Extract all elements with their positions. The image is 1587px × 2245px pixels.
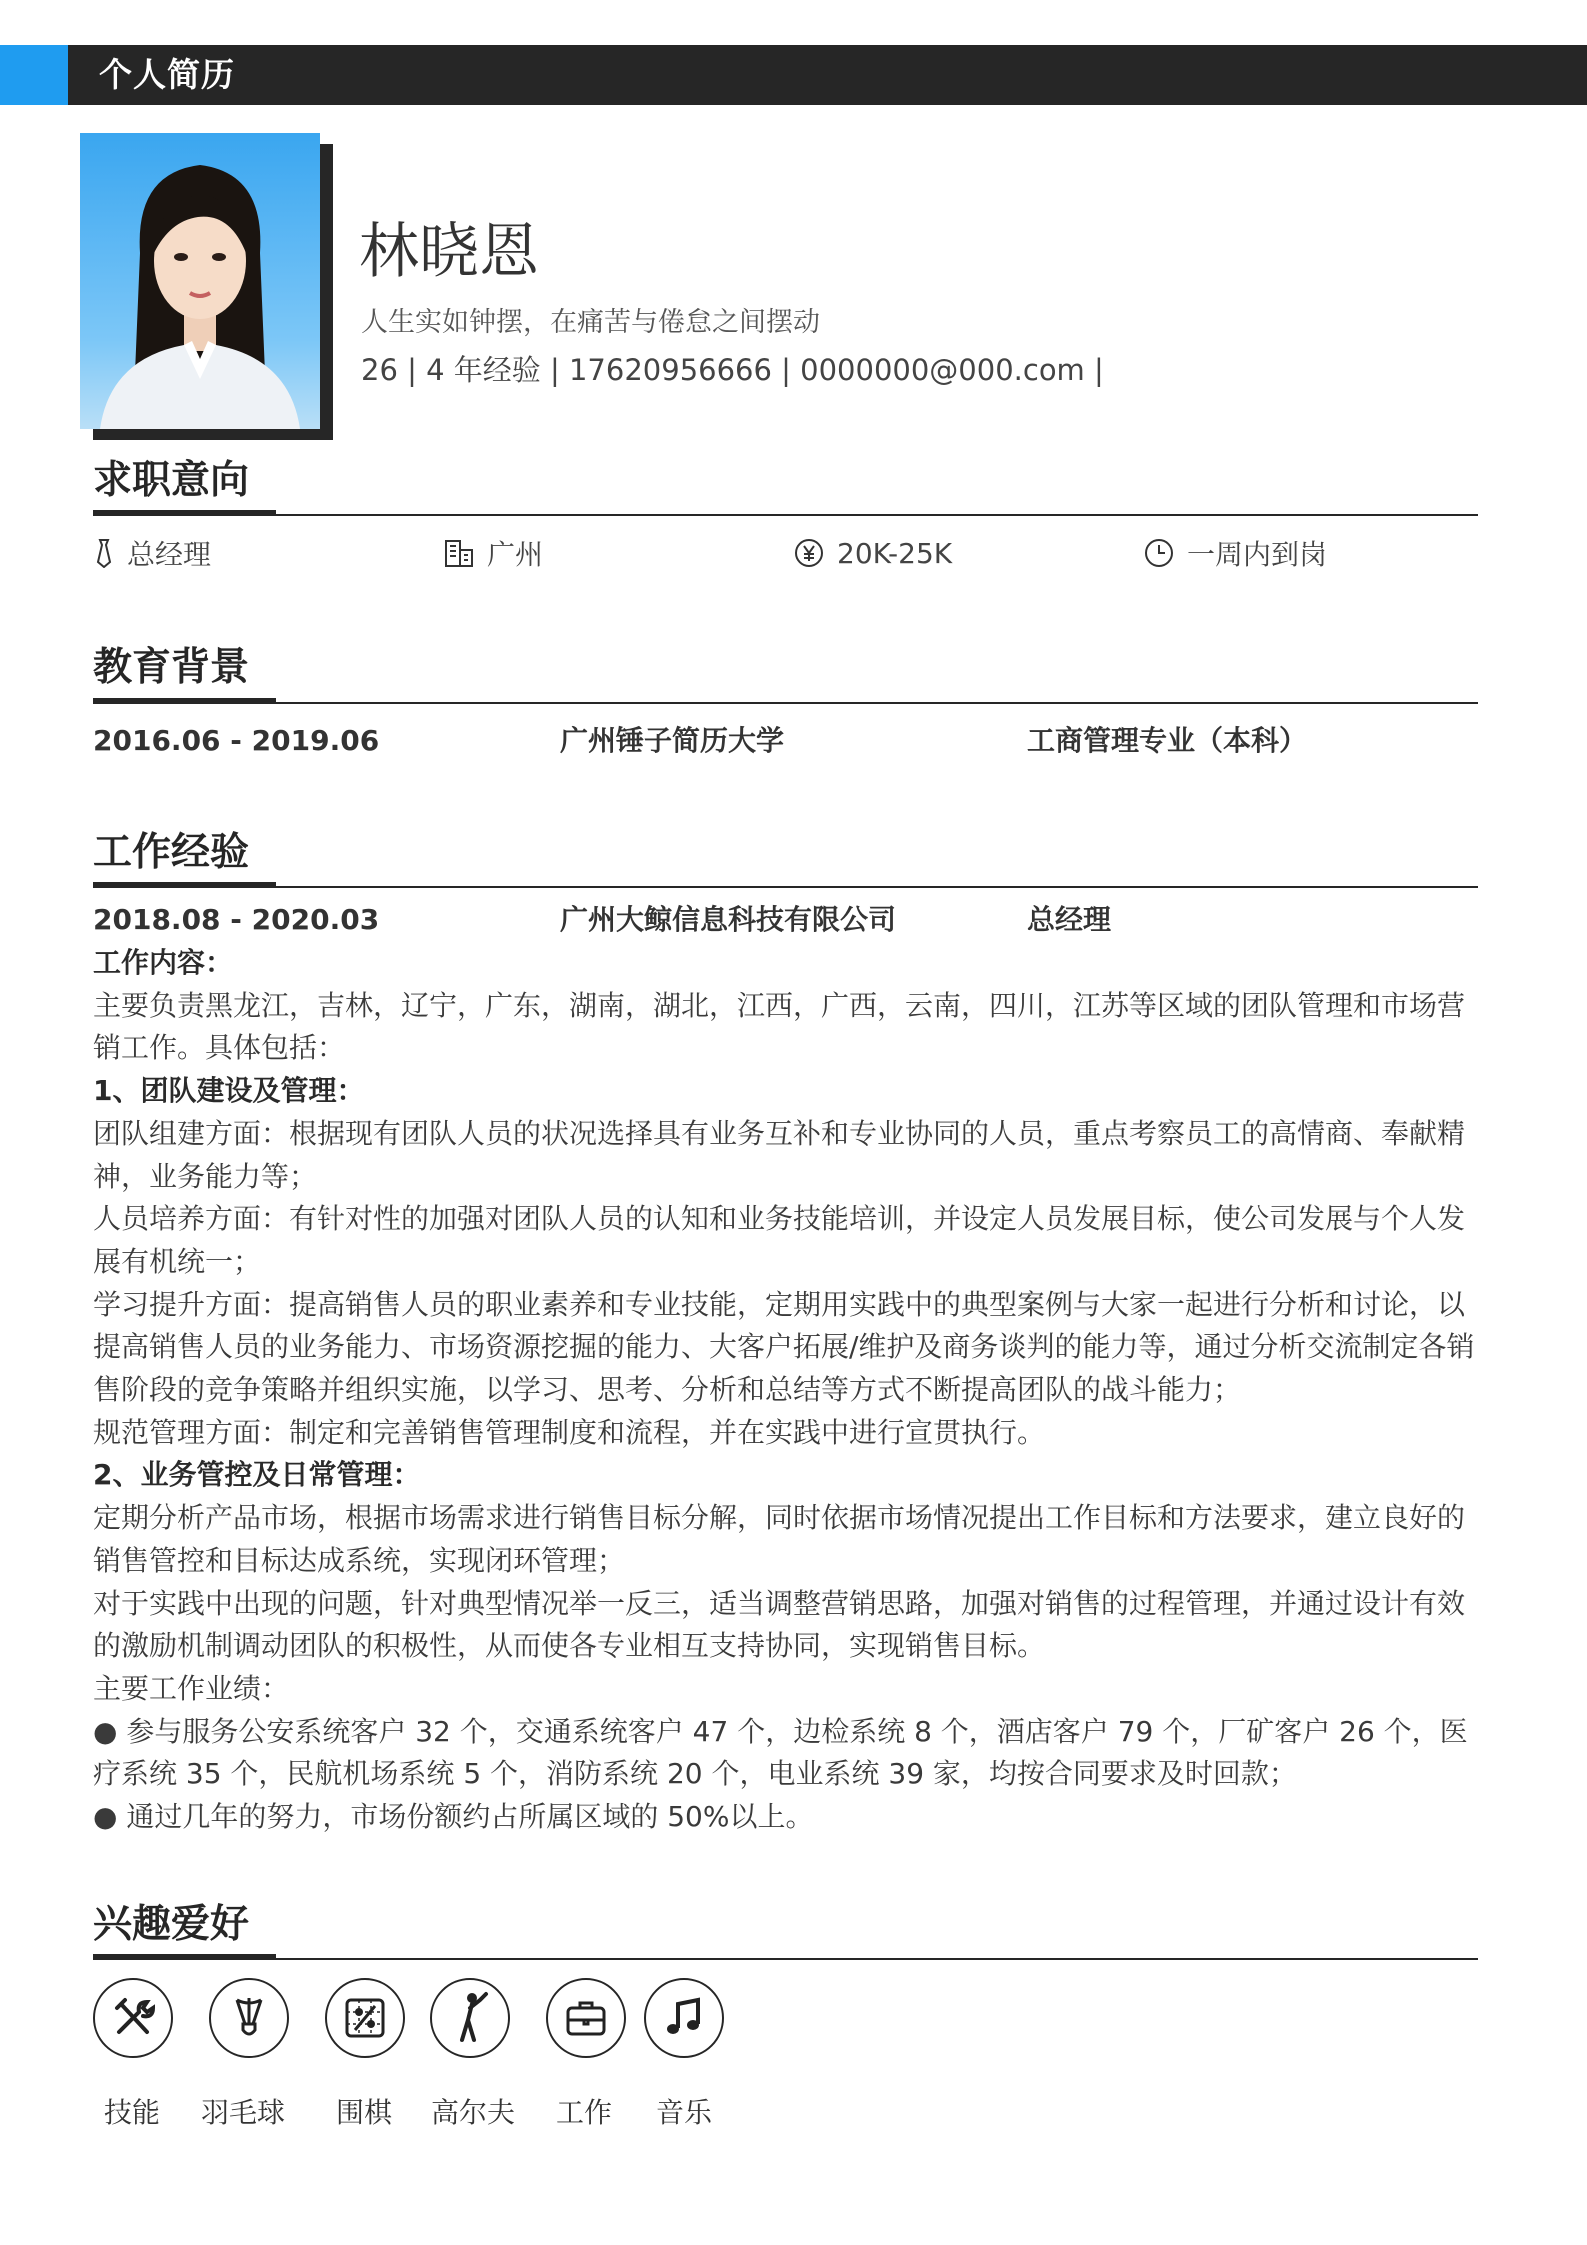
hobby-label-badminton: 羽毛球: [201, 2096, 286, 2129]
header-title: 个人简历: [99, 55, 235, 94]
hobby-music: [644, 1978, 724, 2058]
yen-coin-icon: [793, 537, 825, 569]
intent-availability: [1143, 533, 1327, 573]
hobby-label-work: 工作: [556, 2096, 613, 2129]
section-divider-intent: [93, 514, 1478, 516]
hobby-go: [325, 1978, 405, 2058]
hobby-tools: [93, 1978, 173, 2058]
work-section2-item: 定期分析产品市场，根据市场需求进行销售目标分解，同时依据市场情况提出工作目标和方法要求，建立良好的销售管控和目标达成系统，实现闭环管理；: [93, 1501, 1466, 1577]
work-achievement-item: ● 参与服务公安系统客户 32 个，交通系统客户 47 个，边检系统 8 个，酒店客户 79 个，厂矿客户 26 个，医疗系统 35 个，民航机场系统 5 个，消防系统 20 个，电业系统 39 家，均按合同要求及时回款；: [93, 1714, 1468, 1791]
work-section2-item: 对于实践中出现的问题，针对典型情况举一反三，适当调整营销思路，加强对销售的过程管理，并通过设计有效的激励机制调动团队的积极性，从而使各专业相互支持协同，实现销售目标。: [93, 1586, 1466, 1663]
section-title-intent: 求职意向: [93, 458, 250, 503]
intent-city: [443, 533, 543, 573]
intent-position: [93, 533, 211, 573]
section-divider-hobbies: [93, 1958, 1478, 1960]
hobby-golf: [430, 1978, 510, 2058]
education-major: 工商管理专业（本科）: [1027, 724, 1308, 757]
shuttlecock-icon: [225, 1994, 273, 2042]
work-role: 总经理: [1027, 903, 1112, 936]
section-divider-education: [93, 702, 1478, 704]
profile-photo: [80, 133, 320, 429]
education-period: 2016.06 - 2019.06: [93, 724, 380, 757]
candidate-name: 林晓恩: [359, 217, 539, 287]
hobby-badminton: [209, 1978, 289, 2058]
work-description: [93, 942, 1478, 1839]
header-accent: [0, 45, 68, 105]
work-achievements-label: 主要工作业绩：: [93, 1671, 290, 1705]
header-bar: [0, 45, 1587, 105]
candidate-motto: 人生实如钟摆，在痛苦与倦怠之间摆动: [361, 307, 820, 338]
section-title-education: 教育背景: [93, 645, 250, 690]
go-board-icon: [341, 1994, 389, 2042]
work-period: 2018.08 - 2020.03: [93, 903, 380, 936]
work-intro: 主要负责黑龙江，吉林，辽宁，广东，湖南，湖北，江西，广西，云南，四川，江苏等区域的团队管理和市场营销工作。具体包括：: [93, 988, 1466, 1065]
work-section1-item: 团队组建方面：根据现有团队人员的状况选择具有业务互补和专业协同的人员，重点考察员工的高情商、奉献精神，业务能力等；: [93, 1116, 1466, 1193]
hobby-label-music: 音乐: [656, 2096, 713, 2129]
education-school: 广州锤子简历大学: [560, 724, 785, 757]
hobby-work: [546, 1978, 626, 2058]
intent-salary-text: 20K-25K: [837, 536, 953, 570]
hobby-label-go: 围棋: [336, 2096, 393, 2129]
work-company: 广州大鲸信息科技有限公司: [560, 903, 897, 936]
hobby-label-tools: 技能: [104, 2096, 161, 2129]
clock-icon: [1143, 537, 1175, 569]
tie-icon: [93, 538, 115, 568]
building-icon: [443, 538, 475, 568]
section-divider-work: [93, 886, 1478, 888]
hobby-label-golf: 高尔夫: [431, 2096, 516, 2129]
intent-position-text: 总经理: [127, 538, 212, 571]
work-section1-title: 1、团队建设及管理：: [93, 1074, 365, 1108]
work-section1-item: 规范管理方面：制定和完善销售管理制度和流程，并在实践中进行宣贯执行。: [93, 1415, 1046, 1449]
intent-salary: [793, 533, 952, 573]
golfer-icon: [446, 1990, 494, 2046]
work-section1-item: 人员培养方面：有针对性的加强对团队人员的认知和业务技能培训，并设定人员发展目标，使公司发展与个人发展有机统一；: [93, 1202, 1466, 1278]
intent-availability-text: 一周内到岗: [1187, 538, 1328, 571]
work-content-label: 工作内容：: [93, 946, 234, 979]
candidate-contact: 26 | 4 年经验 | 17620956666 | 0000000@000.com |: [361, 353, 1104, 387]
briefcase-icon: [562, 1994, 610, 2042]
portrait-illustration: [80, 133, 320, 429]
section-title-work: 工作经验: [93, 830, 250, 875]
music-note-icon: [660, 1994, 708, 2042]
work-section2-title: 2、业务管控及日常管理：: [93, 1458, 421, 1492]
work-section1-item: 学习提升方面：提高销售人员的职业素养和专业技能，定期用实践中的典型案例与大家一起进行分析和讨论，以提高销售人员的业务能力、市场资源挖掘的能力、大客户拓展/维护及商务谈判的能力等，通过分析交流制定各销售阶段的竞争策略并组织实施，以学习、思考、分析和总结等方式不断提高团队的战斗能力；: [93, 1287, 1475, 1407]
section-title-hobbies: 兴趣爱好: [93, 1902, 250, 1947]
work-achievement-item: ● 通过几年的努力，市场份额约占所属区域的 50%以上。: [93, 1800, 814, 1834]
tools-icon: [109, 1994, 157, 2042]
intent-city-text: 广州: [487, 538, 544, 571]
